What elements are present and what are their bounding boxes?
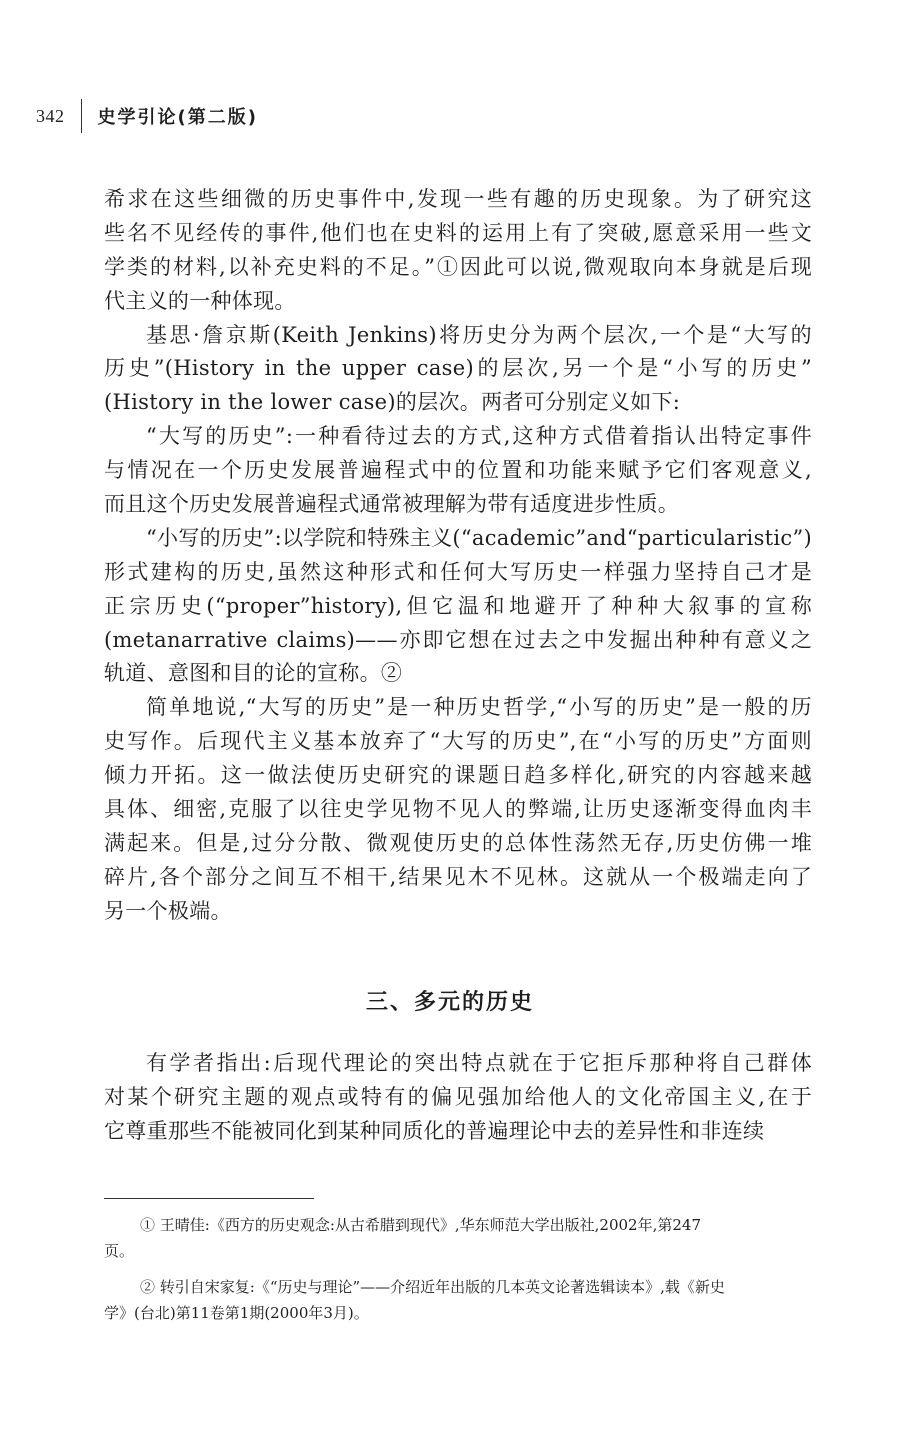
paragraph bbox=[104, 522, 812, 691]
body-text-continued bbox=[104, 1047, 812, 1149]
text-line: 史写作。后现代主义基本放弃了“大写的历史”,在“小写的历史”方面则 bbox=[104, 729, 812, 754]
paragraph bbox=[104, 319, 812, 421]
paragraph bbox=[104, 1047, 812, 1149]
text-line: 些名不见经传的事件,他们也在史料的运用上有了突破,愿意采用一些文 bbox=[104, 220, 812, 245]
footnote-gap bbox=[104, 1264, 812, 1274]
text-line: “小写的历史”:以学院和特殊主义(“academic”and“particularistic”) bbox=[146, 525, 812, 550]
footnote-line: ② 转引自宋家复:《“历史与理论”——介绍近年出版的几本英文论著选辑读本》,载《新史 bbox=[140, 1278, 725, 1296]
text-line: “大写的历史”:一种看待过去的方式,这种方式借着指认出特定事件 bbox=[146, 424, 812, 449]
footnotes bbox=[104, 1212, 812, 1326]
body-text bbox=[104, 183, 812, 929]
text-line: 形式建构的历史,虽然这种形式和任何大写历史一样强力坚持自己才是 bbox=[104, 559, 812, 584]
book-title: 史学引论(第二版) bbox=[97, 107, 258, 128]
text-line: 对某个研究主题的观点或特有的偏见强加给他人的文化帝国主义,在于 bbox=[104, 1084, 812, 1109]
text-line: 学类的材料,以补充史料的不足。”①因此可以说,微观取向本身就是后现 bbox=[104, 254, 812, 279]
text-line: 满起来。但是,过分分散、微观使历史的总体性荡然无存,历史仿佛一堆 bbox=[104, 830, 812, 855]
footnote bbox=[104, 1212, 812, 1264]
text-line: 它尊重那些不能被同化到某种同质化的普遍理论中去的差异性和非连续 bbox=[104, 1118, 765, 1143]
text-line: 代主义的一种体现。 bbox=[104, 288, 296, 313]
footnote bbox=[104, 1274, 812, 1326]
paragraph bbox=[104, 691, 812, 928]
paragraph bbox=[104, 183, 812, 319]
text-line: 轨道、意图和目的论的宣称。② bbox=[104, 661, 403, 686]
text-line: 希求在这些细微的历史事件中,发现一些有趣的历史现象。为了研究这 bbox=[104, 187, 812, 211]
page-number: 342 bbox=[36, 105, 65, 126]
footnote-line: 学》(台北)第11卷第1期(2000年3月)。 bbox=[104, 1304, 369, 1322]
section-heading: 三、多元的历史 bbox=[365, 990, 534, 1015]
text-line: 基思·詹京斯(Keith Jenkins)将历史分为两个层次,一个是“大写的 bbox=[146, 322, 812, 347]
text-line: 另一个极端。 bbox=[104, 898, 232, 923]
text-line: 与情况在一个历史发展普遍程式中的位置和功能来赋予它们客观意义, bbox=[104, 458, 812, 483]
footnote-rule bbox=[104, 1198, 314, 1199]
text-line: 而且这个历史发展普遍程式通常被理解为带有适度进步性质。 bbox=[104, 492, 680, 517]
text-line: (metanarrative claims)——亦即它想在过去之中发掘出种种有意义之 bbox=[104, 627, 812, 652]
text-line: 历史”(History in the upper case)的层次,另一个是“小写的历史” bbox=[104, 356, 812, 381]
text-line: 有学者指出:后现代理论的突出特点就在于它拒斥那种将自己群体 bbox=[146, 1051, 812, 1075]
paragraph bbox=[104, 420, 812, 522]
text-line: 正宗历史(“proper”history),但它温和地避开了种种大叙事的宣称 bbox=[104, 593, 812, 618]
text-line: (History in the lower case)的层次。两者可分别定义如下: bbox=[104, 390, 681, 415]
text-line: 简单地说,“大写的历史”是一种历史哲学,“小写的历史”是一般的历 bbox=[146, 695, 812, 720]
text-line: 碎片,各个部分之间互不相干,结果见木不见林。这就从一个极端走向了 bbox=[104, 864, 812, 889]
text-line: 具体、细密,克服了以往史学见物不见人的弊端,让历史逐渐变得血肉丰 bbox=[104, 797, 812, 822]
header-divider bbox=[81, 99, 82, 133]
footnote-line: ① 王晴佳:《西方的历史观念:从古希腊到现代》,华东师范大学出版社,2002年,第247 bbox=[140, 1216, 701, 1234]
footnote-line: 页。 bbox=[104, 1242, 135, 1260]
text-line: 倾力开拓。这一做法使历史研究的课题日趋多样化,研究的内容越来越 bbox=[104, 763, 812, 788]
running-head bbox=[36, 98, 258, 134]
